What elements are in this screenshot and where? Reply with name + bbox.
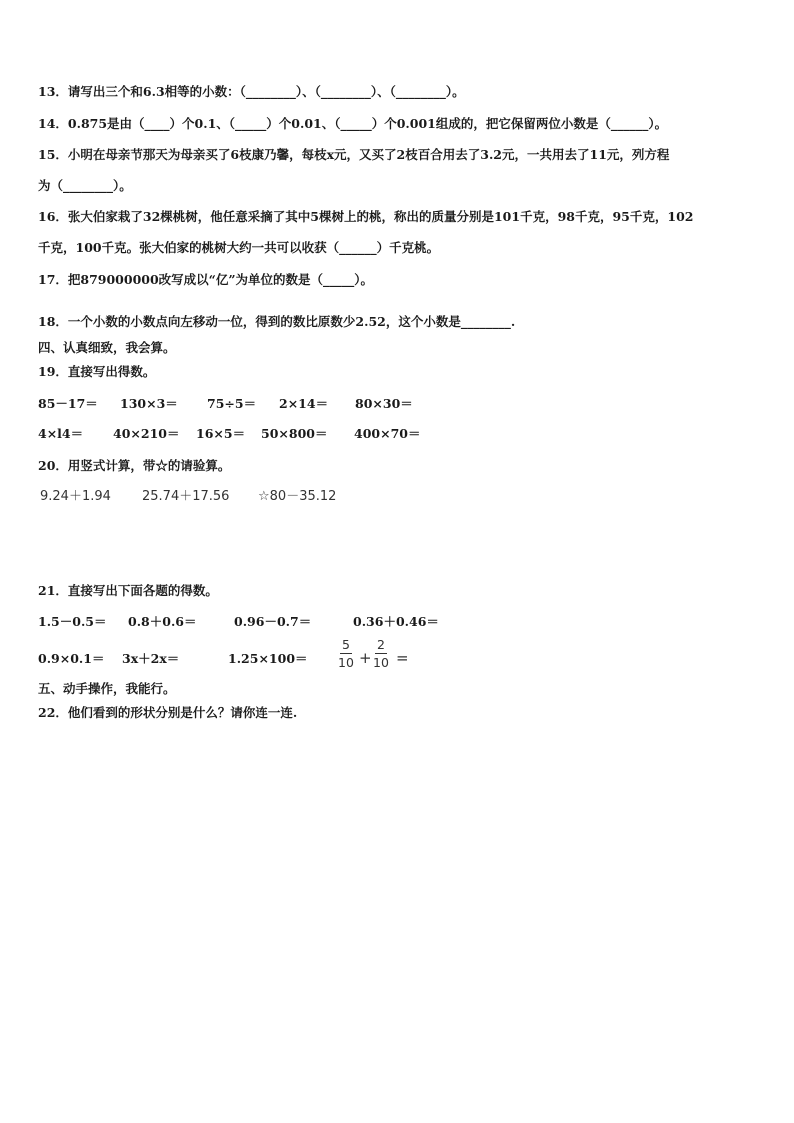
q19-item: 50×800＝ <box>261 426 328 441</box>
q16-text-line1: 16．张大伯家栽了32棵桃树，他任意采摘了其中5棵树上的桃，称出的质量分别是101千克，98千克，95千克，102 <box>38 209 694 224</box>
q13-text: 13．请写出三个和6.3相等的小数：（________）、（________）、（________）。 <box>38 84 465 99</box>
q19-item: 85－17＝ <box>38 396 98 411</box>
fraction-a-numerator: 5 <box>341 637 350 652</box>
q19-text: 19．直接写出得数。 <box>38 364 156 379</box>
q18-text: 18．一个小数的小数点向左移动一位，得到的数比原数少2.52，这个小数是________. <box>38 314 516 329</box>
q14-text: 14．0.875是由（____）个0.1、（_____）个0.01、（_____）个0.001组成的，把它保留两位小数是（______）。 <box>38 116 668 131</box>
plus-sign: + <box>359 649 372 667</box>
fraction-b <box>373 637 389 670</box>
q19-item: 40×210＝ <box>113 426 180 441</box>
q21-item: 1.25×100＝ <box>228 651 308 666</box>
q21-item: 0.96－0.7＝ <box>234 614 312 629</box>
q15-text-line2: 为（________）。 <box>38 178 132 193</box>
equals-sign: = <box>396 649 409 667</box>
q19-item: 130×3＝ <box>120 396 178 411</box>
q21-item: 0.36＋0.46＝ <box>353 614 439 629</box>
q19-item: 2×14＝ <box>279 396 329 411</box>
q21-item: 1.5－0.5＝ <box>38 614 107 629</box>
q20-item: 9.24＋1.94 <box>40 489 111 504</box>
section-5-heading: 五、动手操作，我能行。 <box>38 681 176 696</box>
q21-item: 3x＋2x＝ <box>122 651 180 666</box>
q16-text-line2: 千克，100千克。张大伯家的桃树大约一共可以收获（______）千克桃。 <box>38 240 440 255</box>
q19-item: 4×l4＝ <box>38 426 84 441</box>
q21-item: 0.8＋0.6＝ <box>128 614 197 629</box>
q20-item: 25.74＋17.56 <box>142 489 230 504</box>
q17-text: 17．把879000000改写成以“亿”为单位的数是（_____）。 <box>38 272 374 287</box>
q19-item: 80×30＝ <box>355 396 413 411</box>
q19-item: 16×5＝ <box>196 426 246 441</box>
q20-text: 20．用竖式计算，带☆的请验算。 <box>38 458 231 473</box>
section-4-heading: 四、认真细致，我会算。 <box>38 340 176 355</box>
fraction-b-numerator: 2 <box>376 637 385 652</box>
q15-text-line1: 15．小明在母亲节那天为母亲买了6枝康乃馨，每枝x元，又买了2枝百合用去了3.2元，一共用去了11元，列方程 <box>38 147 670 162</box>
fraction-b-denominator: 10 <box>373 655 389 670</box>
q22-text: 22．他们看到的形状分别是什么？请你连一连. <box>38 705 298 720</box>
fraction-a <box>338 637 354 670</box>
q21-item: 0.9×0.1＝ <box>38 651 105 666</box>
q21-text: 21．直接写出下面各题的得数。 <box>38 583 218 598</box>
q20-item: ☆80－35.12 <box>258 489 337 504</box>
q19-item: 400×70＝ <box>354 426 421 441</box>
q19-item: 75÷5＝ <box>207 396 257 411</box>
fraction-a-denominator: 10 <box>338 655 354 670</box>
